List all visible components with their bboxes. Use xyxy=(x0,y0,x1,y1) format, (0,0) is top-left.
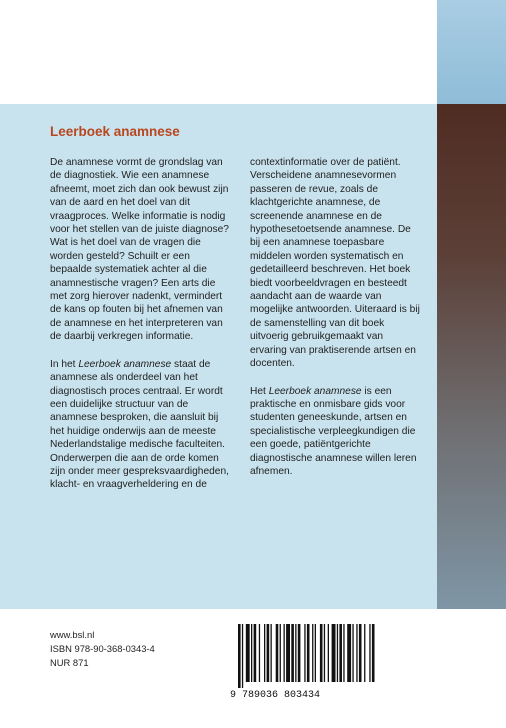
barcode-bar xyxy=(284,624,285,682)
barcode-graphic xyxy=(226,622,378,704)
barcode-digits: 9 789036 803434 xyxy=(230,690,321,701)
barcode-bar xyxy=(254,624,257,682)
book-metadata xyxy=(50,628,155,670)
barcode-bar xyxy=(304,624,305,682)
barcode-bar xyxy=(356,624,357,682)
barcode-bar xyxy=(276,624,279,682)
barcode-bar xyxy=(298,624,301,682)
barcode-bar xyxy=(264,624,265,682)
barcode-bar xyxy=(291,624,294,682)
barcode-bar xyxy=(339,624,342,682)
barcode-bar xyxy=(352,624,353,682)
barcode-bar xyxy=(364,624,365,682)
isbn-text: ISBN 978-90-368-0343-4 xyxy=(50,643,155,654)
barcode-bar xyxy=(312,624,313,682)
barcode-bar xyxy=(251,624,252,682)
spine-gradient-strip xyxy=(437,104,506,609)
barcode-bar xyxy=(242,624,243,688)
isbn-barcode xyxy=(226,622,378,704)
barcode-bar xyxy=(359,624,362,682)
blurb-paragraph-2: In het Leerboek anamnese staat de anamnese als onderdeel van het diagnostisch proces centraal. Er wordt een duidelijke structuur van de anamnese besproken, die aansluit bij het huidige onderwijs aan de meeste Nederlandstalige medische faculteiten. Onderwerpen die aan de orde komen zijn onder meer gespreksvaardigheden, klacht- en vraagverheldering en de xyxy=(50,358,229,491)
barcode-bar xyxy=(320,624,323,682)
barcode-bar xyxy=(372,624,375,682)
blurb-paragraph-4: Het Leerboek anamnese is een praktische en onmisbare gids voor studenten geneeskunde, artsen en specialistische verpleegkundigen die een goede, patiëntgerichte diagnostische anamnese willen leren afnemen. xyxy=(250,385,417,477)
barcode-bar xyxy=(315,624,316,682)
blurb-paragraph-3: contextinformatie over de patiënt. Verscheidene anamnesevormen passeren de revue, zoals de klachtgerichte anamnese, de screenende anamnese en de hypothesetoetsende anamnese. De bij een anamnese toepasbare middelen worden systematisch en gedetailleerd beschreven. Het boek biedt voorbeeldvragen en besteedt aandacht aan de waarde van mogelijke antwoorden. Uiteraard is bij de samenstelling van dit boek uitvoerig gebruikgemaakt van ervaring van praktiserende artsen en docenten. xyxy=(250,157,420,370)
publisher-url[interactable]: www.bsl.nl xyxy=(50,629,95,640)
barcode-bar xyxy=(307,624,310,682)
barcode-bar xyxy=(343,624,344,682)
book-title: Leerboek anamnese xyxy=(50,124,180,139)
barcode-bar xyxy=(369,624,370,682)
barcode-bar xyxy=(271,624,272,682)
spine-blue-block xyxy=(437,0,506,104)
barcode-bar xyxy=(280,624,281,682)
blurb-left-column xyxy=(50,156,230,506)
barcode-bar xyxy=(246,624,250,682)
nur-code: NUR 871 xyxy=(50,657,89,668)
blurb-right-column xyxy=(250,156,422,492)
barcode-bar xyxy=(286,624,290,682)
barcode-bar xyxy=(267,624,270,682)
barcode-bar xyxy=(324,624,325,682)
barcode-bar xyxy=(332,624,336,682)
barcode-bar xyxy=(238,624,241,688)
barcode-bar xyxy=(347,624,351,682)
top-white-band xyxy=(0,0,506,104)
barcode-bar xyxy=(328,624,329,682)
barcode-bar xyxy=(337,624,338,682)
barcode-bar xyxy=(295,624,296,682)
blurb-paragraph-1: De anamnese vormt de grondslag van de diagnostiek. Wie een anamnese afneemt, moet zich dan ook bewust zijn van de aard en het doel van dit vraagproces. Welke informatie is nodig voor het stellen van de juiste diagnose? Wat is het doel van de vragen die worden gesteld? Schuilt er een bepaalde systematiek achter al die anamnestische vragen? Een arts die met zorg hierover nadenkt, vermindert de kans op fouten bij het afnemen van de anamnese en het interpreteren van de daarbij verkregen informatie. xyxy=(50,157,229,343)
barcode-bar xyxy=(259,624,260,682)
